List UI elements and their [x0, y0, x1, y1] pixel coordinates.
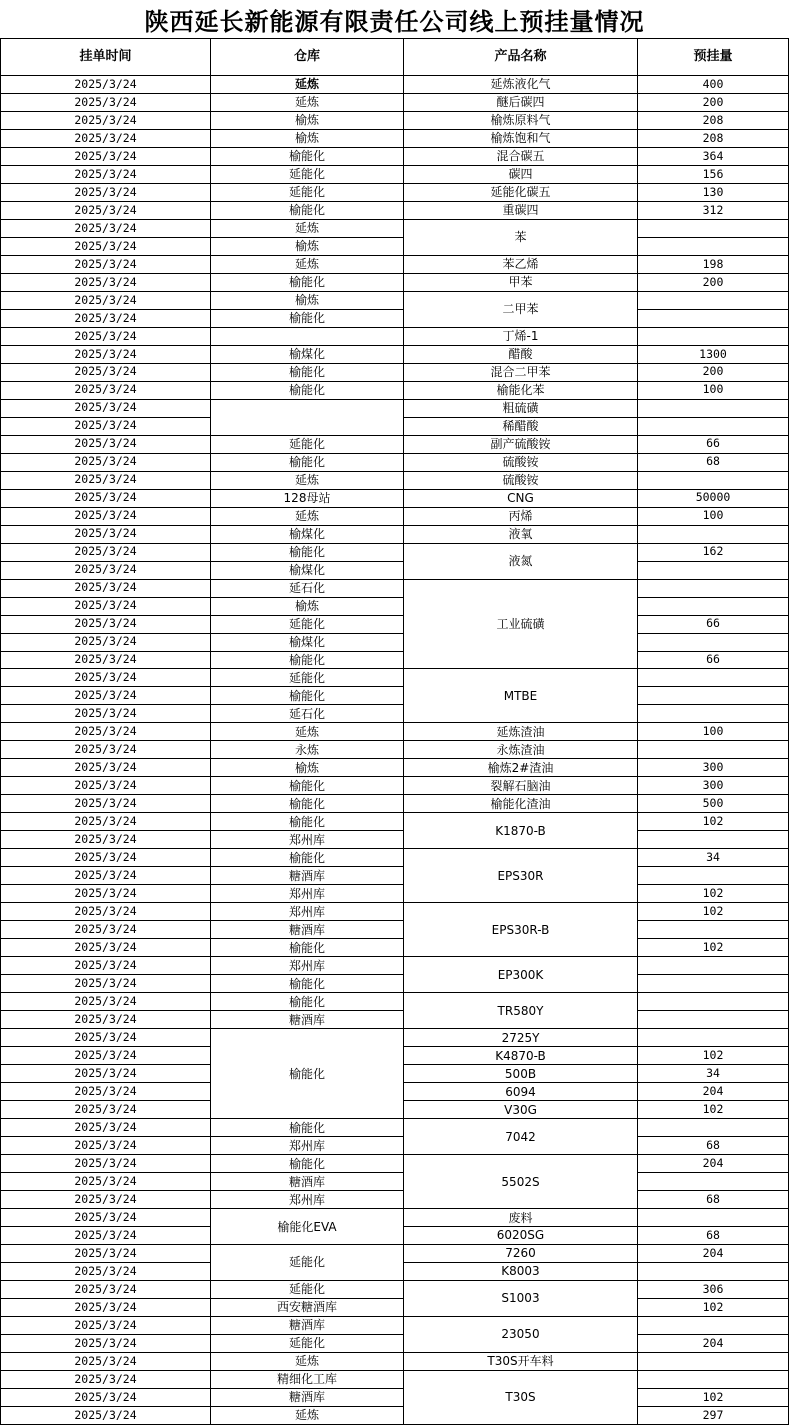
date-cell: 2025/3/24 [0, 526, 211, 544]
warehouse-cell: 延炼 [211, 76, 404, 94]
quantity-cell: 66 [638, 652, 789, 670]
warehouse-cell: 延炼 [211, 1353, 404, 1371]
product-cell: S1003 [404, 1281, 638, 1317]
warehouse-cell [211, 400, 404, 436]
quantity-cell [638, 220, 789, 238]
date-cell: 2025/3/24 [0, 292, 211, 310]
quantity-cell: 156 [638, 166, 789, 184]
date-cell: 2025/3/24 [0, 472, 211, 490]
product-cell: 稀醋酸 [404, 418, 638, 436]
quantity-cell: 1300 [638, 346, 789, 364]
warehouse-cell: 榆能化 [211, 795, 404, 813]
date-cell: 2025/3/24 [0, 867, 211, 885]
product-cell: 粗硫磺 [404, 400, 638, 418]
date-cell: 2025/3/24 [0, 112, 211, 130]
warehouse-cell [211, 328, 404, 346]
product-cell: V30G [404, 1101, 638, 1119]
date-cell: 2025/3/24 [0, 598, 211, 616]
date-cell: 2025/3/24 [0, 562, 211, 580]
quantity-cell [638, 669, 789, 687]
warehouse-cell: 榆能化 [211, 652, 404, 670]
warehouse-cell: 永炼 [211, 741, 404, 759]
product-cell: MTBE [404, 669, 638, 723]
quantity-cell: 400 [638, 76, 789, 94]
warehouse-cell: 郑州库 [211, 1137, 404, 1155]
date-cell: 2025/3/24 [0, 1353, 211, 1371]
header-product: 产品名称 [404, 38, 638, 76]
quantity-cell: 500 [638, 795, 789, 813]
warehouse-cell: 榆炼 [211, 238, 404, 256]
product-cell: 苯 [404, 220, 638, 256]
quantity-cell: 102 [638, 813, 789, 831]
warehouse-cell: 延炼 [211, 94, 404, 112]
quantity-cell: 102 [638, 903, 789, 921]
warehouse-cell: 榆能化 [211, 975, 404, 993]
product-cell: T30S [404, 1371, 638, 1425]
header-warehouse: 仓库 [211, 38, 404, 76]
date-cell: 2025/3/24 [0, 1317, 211, 1335]
quantity-cell [638, 598, 789, 616]
warehouse-cell: 榆煤化 [211, 526, 404, 544]
quantity-cell: 162 [638, 544, 789, 562]
warehouse-cell: 榆能化 [211, 939, 404, 957]
warehouse-cell: 榆能化 [211, 544, 404, 562]
warehouse-cell: 榆炼 [211, 759, 404, 777]
quantity-cell: 50000 [638, 490, 789, 508]
warehouse-cell: 延石化 [211, 580, 404, 598]
product-cell: CNG [404, 490, 638, 508]
quantity-cell [638, 957, 789, 975]
quantity-cell [638, 238, 789, 256]
warehouse-cell: 延能化 [211, 616, 404, 634]
quantity-cell [638, 831, 789, 849]
date-cell: 2025/3/24 [0, 454, 211, 472]
warehouse-cell: 榆能化 [211, 274, 404, 292]
quantity-cell [638, 921, 789, 939]
quantity-cell: 102 [638, 1389, 789, 1407]
warehouse-cell: 榆炼 [211, 292, 404, 310]
quantity-cell [638, 1173, 789, 1191]
date-cell: 2025/3/24 [0, 795, 211, 813]
date-cell: 2025/3/24 [0, 1389, 211, 1407]
warehouse-cell: 延炼 [211, 1407, 404, 1425]
product-cell: 延炼液化气 [404, 76, 638, 94]
warehouse-cell: 榆能化 [211, 364, 404, 382]
quantity-cell: 66 [638, 616, 789, 634]
product-cell: 混合二甲苯 [404, 364, 638, 382]
product-cell: 永炼渣油 [404, 741, 638, 759]
quantity-cell: 312 [638, 202, 789, 220]
date-cell: 2025/3/24 [0, 1011, 211, 1029]
date-cell: 2025/3/24 [0, 508, 211, 526]
quantity-cell: 100 [638, 723, 789, 741]
quantity-cell [638, 741, 789, 759]
warehouse-cell: 延能化 [211, 1245, 404, 1281]
warehouse-cell: 延炼 [211, 220, 404, 238]
product-cell: 副产硫酸铵 [404, 436, 638, 454]
warehouse-cell: 延炼 [211, 256, 404, 274]
quantity-cell: 204 [638, 1245, 789, 1263]
warehouse-cell: 延炼 [211, 472, 404, 490]
product-cell: 裂解石脑油 [404, 777, 638, 795]
table [0, 38, 789, 1425]
quantity-cell [638, 472, 789, 490]
quantity-cell: 208 [638, 130, 789, 148]
date-cell: 2025/3/24 [0, 939, 211, 957]
product-cell: 500B [404, 1065, 638, 1083]
product-cell: 5502S [404, 1155, 638, 1209]
warehouse-cell: 榆能化 [211, 202, 404, 220]
quantity-cell [638, 634, 789, 652]
quantity-cell: 300 [638, 777, 789, 795]
warehouse-cell: 郑州库 [211, 831, 404, 849]
warehouse-cell: 延炼 [211, 508, 404, 526]
warehouse-cell: 榆能化 [211, 1029, 404, 1119]
warehouse-cell: 延能化 [211, 1335, 404, 1353]
product-cell: 延能化碳五 [404, 184, 638, 202]
date-cell: 2025/3/24 [0, 148, 211, 166]
date-cell: 2025/3/24 [0, 256, 211, 274]
warehouse-cell: 糖酒库 [211, 1173, 404, 1191]
quantity-cell [638, 526, 789, 544]
warehouse-cell: 郑州库 [211, 957, 404, 975]
product-cell: 延炼渣油 [404, 723, 638, 741]
date-cell: 2025/3/24 [0, 723, 211, 741]
warehouse-cell: 糖酒库 [211, 1317, 404, 1335]
quantity-cell: 204 [638, 1155, 789, 1173]
product-cell: 废料 [404, 1209, 638, 1227]
date-cell: 2025/3/24 [0, 436, 211, 454]
quantity-cell [638, 1029, 789, 1047]
warehouse-cell: 延能化 [211, 184, 404, 202]
quantity-cell [638, 418, 789, 436]
date-cell: 2025/3/24 [0, 705, 211, 723]
product-cell: 醚后碳四 [404, 94, 638, 112]
product-cell: 6020SG [404, 1227, 638, 1245]
date-cell: 2025/3/24 [0, 849, 211, 867]
date-cell: 2025/3/24 [0, 616, 211, 634]
date-cell: 2025/3/24 [0, 202, 211, 220]
warehouse-cell: 榆能化 [211, 993, 404, 1011]
product-cell: 2725Y [404, 1029, 638, 1047]
date-cell: 2025/3/24 [0, 1137, 211, 1155]
quantity-cell: 204 [638, 1335, 789, 1353]
quantity-cell: 208 [638, 112, 789, 130]
product-cell: 二甲苯 [404, 292, 638, 328]
quantity-cell: 68 [638, 454, 789, 472]
product-cell: 液氮 [404, 544, 638, 580]
date-cell: 2025/3/24 [0, 544, 211, 562]
date-cell: 2025/3/24 [0, 382, 211, 400]
warehouse-cell: 郑州库 [211, 1191, 404, 1209]
warehouse-cell: 榆能化 [211, 1155, 404, 1173]
warehouse-cell: 延石化 [211, 705, 404, 723]
product-cell: K4870-B [404, 1047, 638, 1065]
warehouse-cell: 榆能化EVA [211, 1209, 404, 1245]
date-cell: 2025/3/24 [0, 1209, 211, 1227]
product-cell: EPS30R-B [404, 903, 638, 957]
quantity-cell: 102 [638, 939, 789, 957]
product-cell: 丁烯-1 [404, 328, 638, 346]
quantity-cell: 204 [638, 1083, 789, 1101]
date-cell: 2025/3/24 [0, 687, 211, 705]
quantity-cell [638, 1317, 789, 1335]
warehouse-cell: 榆煤化 [211, 562, 404, 580]
product-cell: 硫酸铵 [404, 454, 638, 472]
warehouse-cell: 榆能化 [211, 777, 404, 795]
product-cell: 23050 [404, 1317, 638, 1353]
warehouse-cell: 榆煤化 [211, 634, 404, 652]
product-cell: 6094 [404, 1083, 638, 1101]
product-cell: K1870-B [404, 813, 638, 849]
quantity-cell [638, 1263, 789, 1281]
header-quantity: 预挂量 [638, 38, 789, 76]
warehouse-cell: 榆能化 [211, 382, 404, 400]
date-cell: 2025/3/24 [0, 400, 211, 418]
warehouse-cell: 榆能化 [211, 813, 404, 831]
warehouse-cell: 榆能化 [211, 849, 404, 867]
product-cell: 7042 [404, 1119, 638, 1155]
product-cell: 液氧 [404, 526, 638, 544]
quantity-cell [638, 1209, 789, 1227]
date-cell: 2025/3/24 [0, 1299, 211, 1317]
product-cell: EPS30R [404, 849, 638, 903]
quantity-cell [638, 400, 789, 418]
date-cell: 2025/3/24 [0, 1173, 211, 1191]
warehouse-cell: 延能化 [211, 1281, 404, 1299]
date-cell: 2025/3/24 [0, 831, 211, 849]
quantity-cell: 130 [638, 184, 789, 202]
date-cell: 2025/3/24 [0, 669, 211, 687]
product-cell: 榆炼原料气 [404, 112, 638, 130]
warehouse-cell: 榆能化 [211, 1119, 404, 1137]
product-cell: TR580Y [404, 993, 638, 1029]
warehouse-cell: 榆能化 [211, 310, 404, 328]
date-cell: 2025/3/24 [0, 777, 211, 795]
warehouse-cell: 精细化工库 [211, 1371, 404, 1389]
date-cell: 2025/3/24 [0, 1227, 211, 1245]
warehouse-cell: 糖酒库 [211, 921, 404, 939]
quantity-cell: 300 [638, 759, 789, 777]
quantity-cell [638, 328, 789, 346]
warehouse-cell: 榆炼 [211, 598, 404, 616]
date-cell: 2025/3/24 [0, 975, 211, 993]
quantity-cell: 68 [638, 1227, 789, 1245]
date-cell: 2025/3/24 [0, 580, 211, 598]
date-cell: 2025/3/24 [0, 759, 211, 777]
product-cell: 丙烯 [404, 508, 638, 526]
product-cell: 重碳四 [404, 202, 638, 220]
quantity-cell [638, 1371, 789, 1389]
date-cell: 2025/3/24 [0, 310, 211, 328]
date-cell: 2025/3/24 [0, 1101, 211, 1119]
product-cell: 榆能化渣油 [404, 795, 638, 813]
date-cell: 2025/3/24 [0, 1083, 211, 1101]
quantity-cell: 34 [638, 849, 789, 867]
date-cell: 2025/3/24 [0, 166, 211, 184]
warehouse-cell: 128母站 [211, 490, 404, 508]
date-cell: 2025/3/24 [0, 1065, 211, 1083]
quantity-cell: 200 [638, 274, 789, 292]
product-cell: 工业硫磺 [404, 580, 638, 670]
quantity-cell: 306 [638, 1281, 789, 1299]
date-cell: 2025/3/24 [0, 1371, 211, 1389]
quantity-cell: 100 [638, 382, 789, 400]
date-cell: 2025/3/24 [0, 346, 211, 364]
quantity-cell [638, 867, 789, 885]
quantity-cell: 200 [638, 94, 789, 112]
product-cell: 混合碳五 [404, 148, 638, 166]
warehouse-cell: 糖酒库 [211, 867, 404, 885]
warehouse-cell: 榆能化 [211, 454, 404, 472]
date-cell: 2025/3/24 [0, 364, 211, 382]
warehouse-cell: 西安糖酒库 [211, 1299, 404, 1317]
quantity-cell [638, 1011, 789, 1029]
product-cell: 硫酸铵 [404, 472, 638, 490]
date-cell: 2025/3/24 [0, 76, 211, 94]
product-cell: T30S开车料 [404, 1353, 638, 1371]
product-cell: 榆能化苯 [404, 382, 638, 400]
date-cell: 2025/3/24 [0, 1155, 211, 1173]
warehouse-cell: 延能化 [211, 166, 404, 184]
quantity-cell: 102 [638, 1101, 789, 1119]
date-cell: 2025/3/24 [0, 274, 211, 292]
quantity-cell: 297 [638, 1407, 789, 1425]
date-cell: 2025/3/24 [0, 885, 211, 903]
warehouse-cell: 榆能化 [211, 148, 404, 166]
product-cell: 榆炼2#渣油 [404, 759, 638, 777]
product-cell: 甲苯 [404, 274, 638, 292]
date-cell: 2025/3/24 [0, 1245, 211, 1263]
date-cell: 2025/3/24 [0, 1047, 211, 1065]
date-cell: 2025/3/24 [0, 903, 211, 921]
warehouse-cell: 延能化 [211, 669, 404, 687]
quantity-cell: 68 [638, 1137, 789, 1155]
warehouse-cell: 榆炼 [211, 130, 404, 148]
date-cell: 2025/3/24 [0, 1335, 211, 1353]
date-cell: 2025/3/24 [0, 238, 211, 256]
quantity-cell [638, 705, 789, 723]
quantity-cell [638, 580, 789, 598]
quantity-cell [638, 687, 789, 705]
warehouse-cell: 榆能化 [211, 687, 404, 705]
product-cell: 碳四 [404, 166, 638, 184]
date-cell: 2025/3/24 [0, 94, 211, 112]
product-cell: 苯乙烯 [404, 256, 638, 274]
header-date: 挂单时间 [0, 38, 211, 76]
quantity-cell [638, 562, 789, 580]
quantity-cell: 198 [638, 256, 789, 274]
date-cell: 2025/3/24 [0, 957, 211, 975]
quantity-cell: 68 [638, 1191, 789, 1209]
product-cell: 醋酸 [404, 346, 638, 364]
warehouse-cell: 郑州库 [211, 903, 404, 921]
warehouse-cell: 榆煤化 [211, 346, 404, 364]
date-cell: 2025/3/24 [0, 634, 211, 652]
product-cell: 7260 [404, 1245, 638, 1263]
date-cell: 2025/3/24 [0, 1029, 211, 1047]
quantity-cell: 102 [638, 885, 789, 903]
quantity-cell: 102 [638, 1299, 789, 1317]
product-cell: EP300K [404, 957, 638, 993]
date-cell: 2025/3/24 [0, 813, 211, 831]
date-cell: 2025/3/24 [0, 921, 211, 939]
product-cell: 榆炼饱和气 [404, 130, 638, 148]
date-cell: 2025/3/24 [0, 1191, 211, 1209]
quantity-cell [638, 993, 789, 1011]
date-cell: 2025/3/24 [0, 130, 211, 148]
date-cell: 2025/3/24 [0, 993, 211, 1011]
quantity-cell [638, 1353, 789, 1371]
date-cell: 2025/3/24 [0, 328, 211, 346]
quantity-cell [638, 1119, 789, 1137]
quantity-cell: 100 [638, 508, 789, 526]
quantity-cell: 66 [638, 436, 789, 454]
warehouse-cell: 糖酒库 [211, 1011, 404, 1029]
warehouse-cell: 延能化 [211, 436, 404, 454]
date-cell: 2025/3/24 [0, 741, 211, 759]
warehouse-cell: 糖酒库 [211, 1389, 404, 1407]
quantity-cell: 34 [638, 1065, 789, 1083]
date-cell: 2025/3/24 [0, 418, 211, 436]
quantity-cell [638, 975, 789, 993]
date-cell: 2025/3/24 [0, 1263, 211, 1281]
quantity-cell: 364 [638, 148, 789, 166]
date-cell: 2025/3/24 [0, 490, 211, 508]
quantity-cell: 200 [638, 364, 789, 382]
product-cell: K8003 [404, 1263, 638, 1281]
date-cell: 2025/3/24 [0, 220, 211, 238]
date-cell: 2025/3/24 [0, 1119, 211, 1137]
warehouse-cell: 延炼 [211, 723, 404, 741]
quantity-cell [638, 292, 789, 310]
quantity-cell [638, 310, 789, 328]
date-cell: 2025/3/24 [0, 652, 211, 670]
date-cell: 2025/3/24 [0, 184, 211, 202]
date-cell: 2025/3/24 [0, 1407, 211, 1425]
warehouse-cell: 榆炼 [211, 112, 404, 130]
page-title: 陕西延长新能源有限责任公司线上预挂量情况 [0, 0, 789, 39]
warehouse-cell: 郑州库 [211, 885, 404, 903]
date-cell: 2025/3/24 [0, 1281, 211, 1299]
quantity-cell: 102 [638, 1047, 789, 1065]
